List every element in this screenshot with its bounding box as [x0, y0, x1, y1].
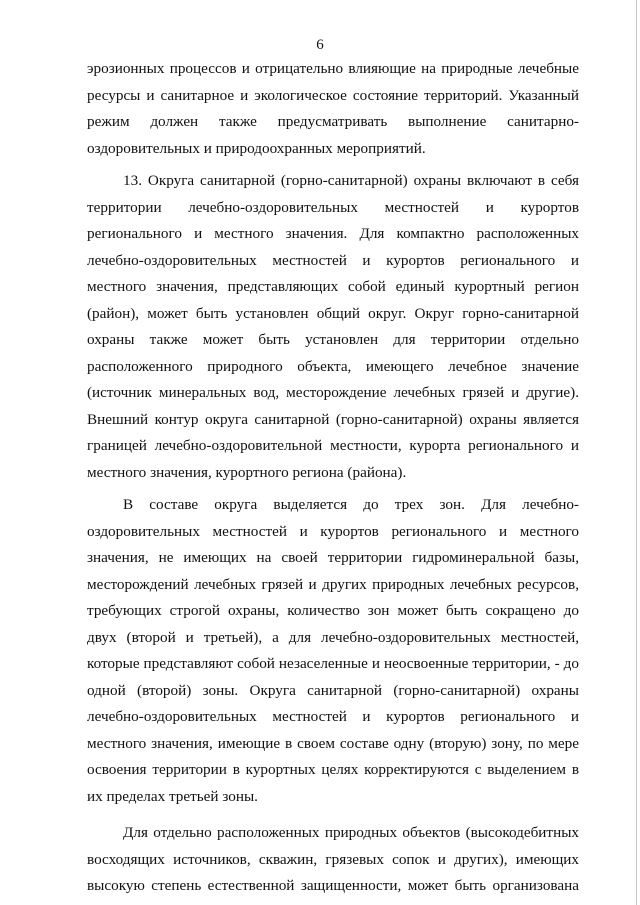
text-line: местного значения, курортного региона (района). [87, 463, 407, 481]
text-line: освоения территории в курортных целях корректируются с выделением в [87, 761, 579, 778]
text-line: лечебно-оздоровительных местностей и курортов регионального и [87, 251, 579, 269]
text-line: оздоровительных местностей и курортов регионального и местного [87, 522, 579, 540]
text-line: территории лечебно-оздоровительных местностей и курортов [87, 198, 579, 216]
text-line: восходящих источников, скважин, грязевых сопок и других), имеющих [87, 850, 579, 868]
text-line: двух (второй и третьей), а для лечебно-оздоровительных местностей, [87, 628, 579, 646]
text-line: оздоровительных и природоохранных мероприятий. [87, 139, 426, 157]
text-line: ресурсы и санитарное и экологическое состояние территорий. Указанный [87, 86, 579, 104]
text-line: месторождений лечебных грязей и других природных лечебных ресурсов, [87, 575, 579, 593]
page-number: 6 [316, 37, 324, 53]
text-line: 13. Округа санитарной (горно-санитарной) охраны включают в себя [123, 172, 579, 189]
text-line: Внешний контур округа санитарной (горно-санитарной) охраны является [87, 410, 579, 428]
text-line: (район), может быть установлен общий округ. Округ горно-санитарной [87, 304, 579, 322]
text-line: требующих строгой охраны, количество зон может быть сокращено до [87, 602, 579, 619]
text-line: местного значения, представляющих собой единый курортный регион [87, 278, 579, 295]
text-line: Для отдельно расположенных природных объектов (высокодебитных [123, 824, 579, 841]
text-line: охраны также может быть установлен для территории отдельно [87, 331, 579, 348]
text-line: лечебно-оздоровительных местностей и курортов регионального и [87, 708, 579, 725]
text-line: эрозионных процессов и отрицательно влияющие на природные лечебные [87, 60, 579, 77]
page-edge-line [636, 0, 637, 905]
paragraph [87, 56, 579, 162]
text-line: которые представляют собой незаселенные и неосвоенные территории, - до [87, 655, 579, 672]
text-line: границей лечебно-оздоровительной местности, курорта регионального и [87, 437, 579, 454]
text-line: В составе округа выделяется до трех зон. Для лечебно- [123, 496, 579, 513]
text-line: расположенного природного объекта, имеющего лечебное значение [87, 357, 579, 375]
text-line: одной (второй) зоны. Округа санитарной (горно-санитарной) охраны [87, 681, 579, 699]
text-line: регионального и местного значения. Для компактно расположенных [87, 225, 579, 242]
text-line: местного значения, имеющие в своем составе одну (вторую) зону, по мере [87, 734, 579, 752]
document-body [87, 56, 579, 900]
paragraph [87, 820, 579, 900]
text-line: режим должен также предусматривать выполнение санитарно- [87, 113, 579, 130]
text-line: их пределах третьей зоны. [87, 787, 258, 805]
text-line: высокую степень естественной защищенности, может быть организована [87, 877, 579, 894]
paragraph [87, 168, 579, 486]
text-line: значения, не имеющих на своей территории гидроминеральной базы, [87, 549, 579, 566]
text-line: (источник минеральных вод, месторождение лечебных грязей и другие). [87, 384, 579, 401]
paragraph [87, 492, 579, 810]
